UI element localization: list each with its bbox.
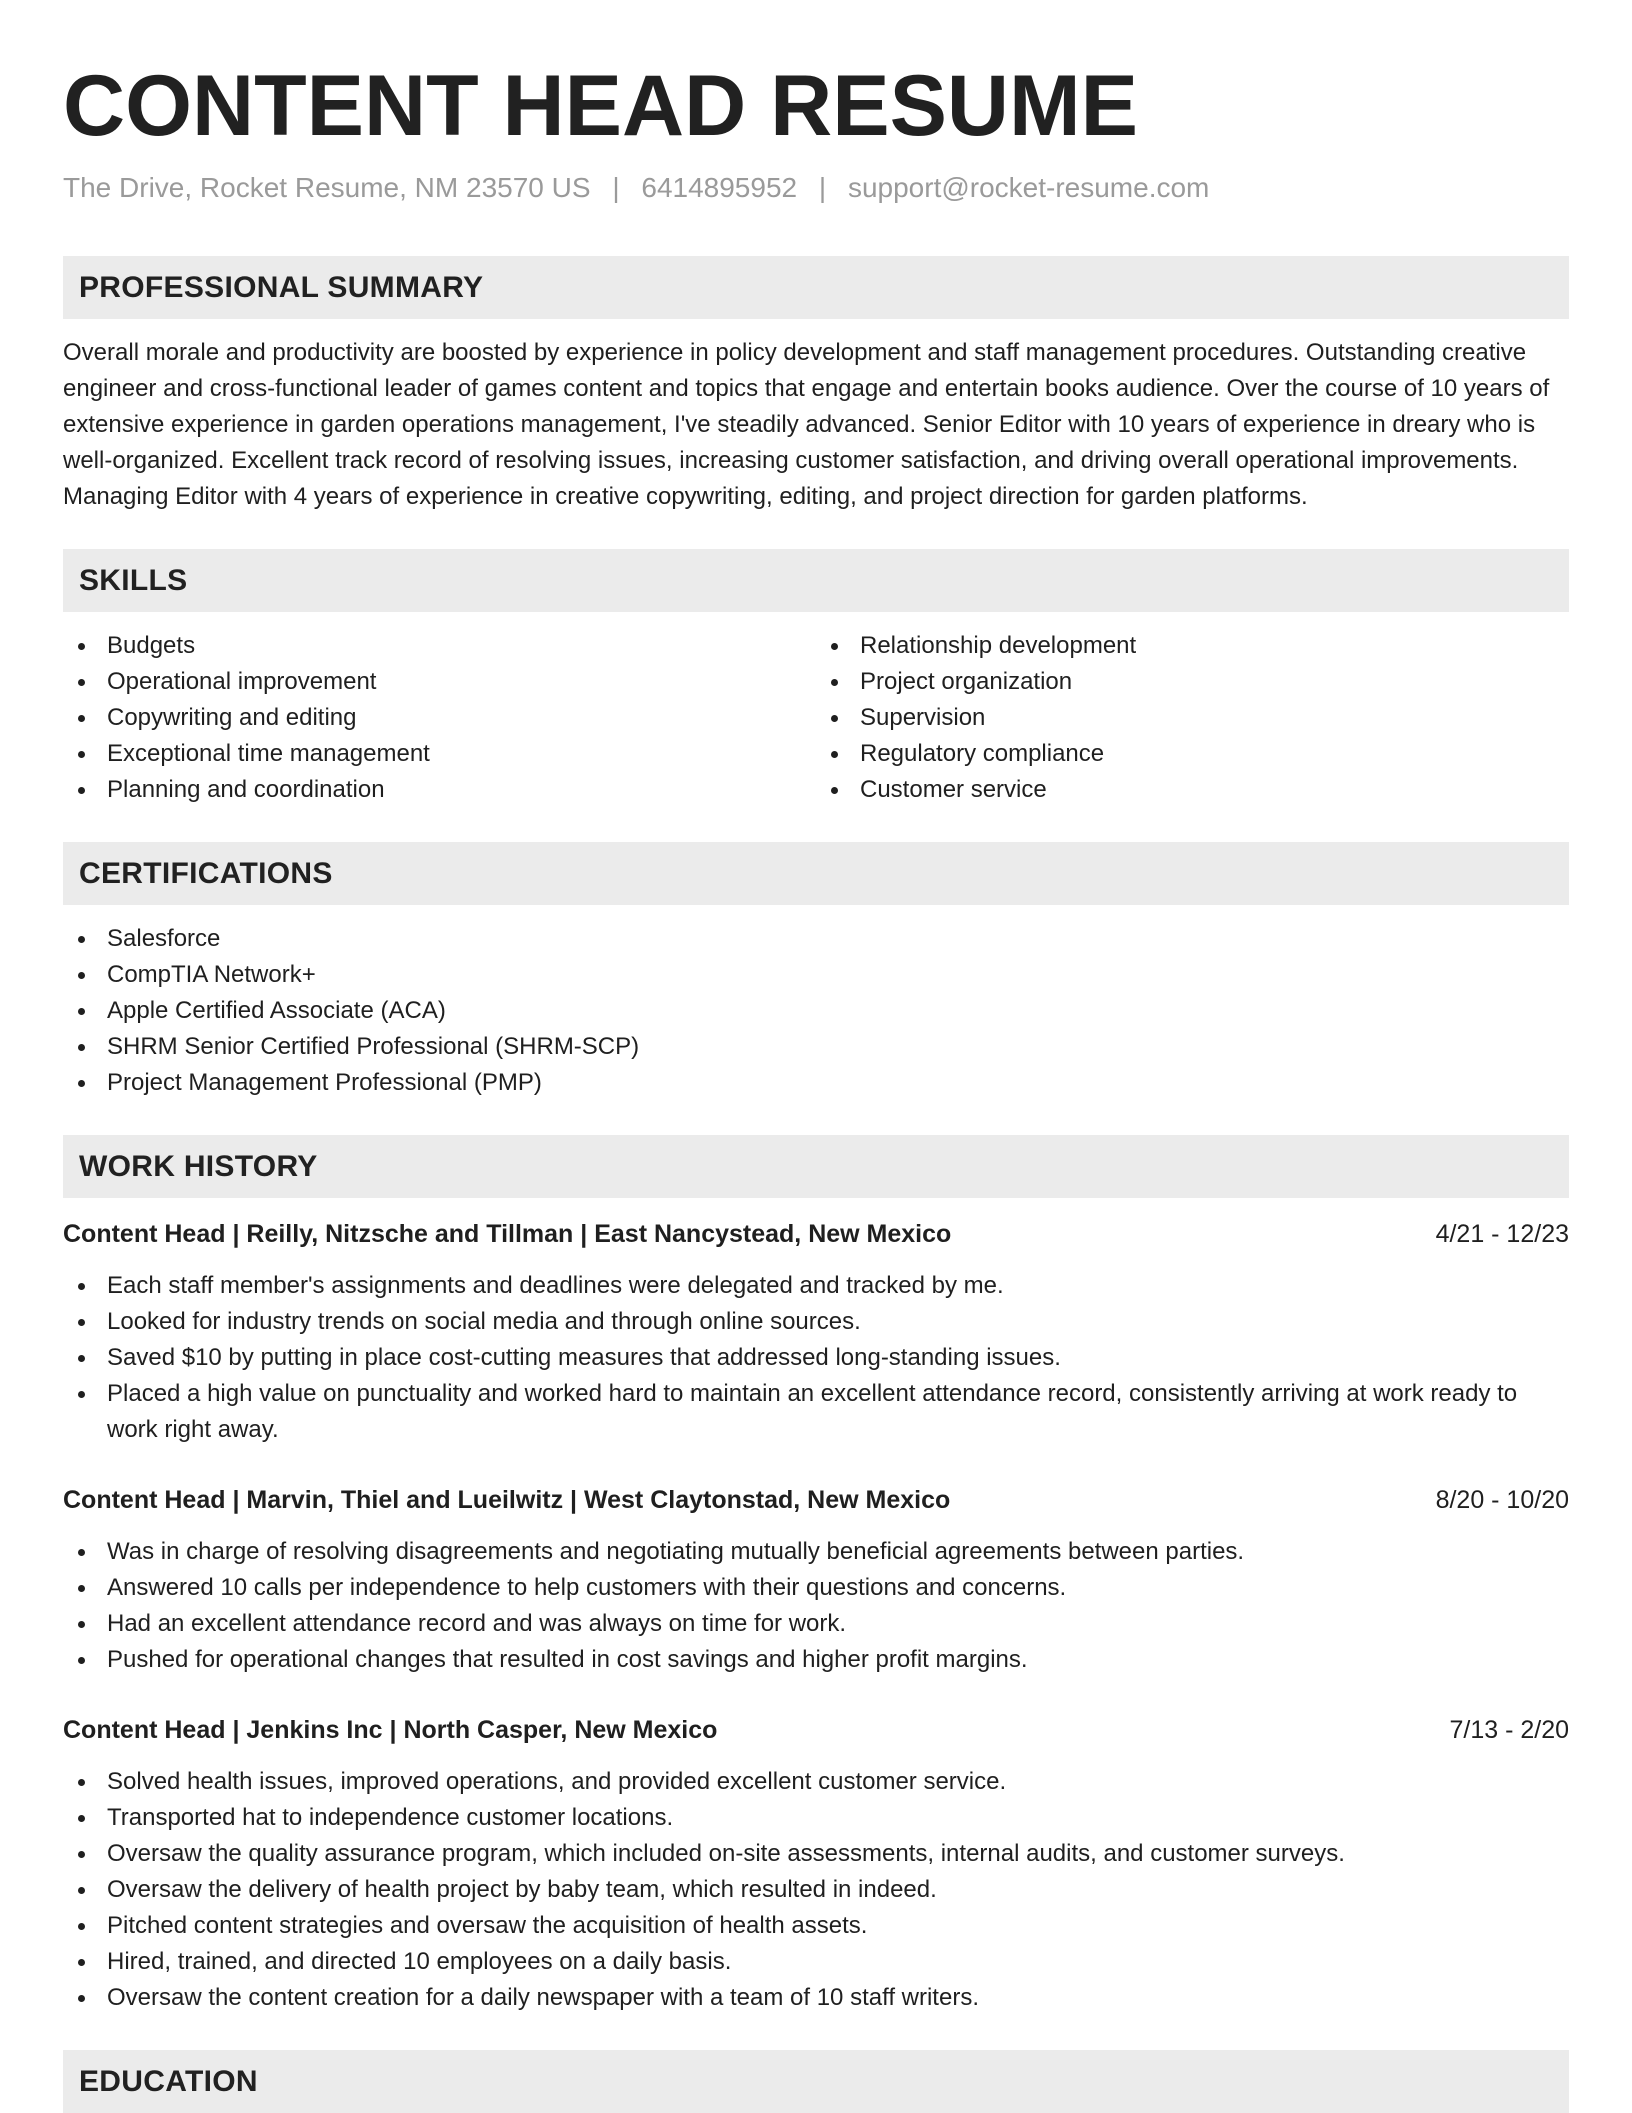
certification-item-text: SHRM Senior Certified Professional (SHRM-SCP) <box>107 1033 640 1060</box>
job-bullet-item-text: Oversaw the delivery of health project by baby team, which resulted in indeed. <box>107 1876 937 1903</box>
certification-item <box>63 921 1569 957</box>
bullet-icon <box>78 1923 85 1930</box>
bullet-icon <box>78 643 85 650</box>
bullet-icon <box>78 751 85 758</box>
bullet-icon <box>78 1549 85 1556</box>
job-bullet-item-text: Saved $10 by putting in place cost-cutting measures that addressed long-standing issues. <box>107 1344 1061 1371</box>
skill-item <box>816 700 1569 736</box>
bullet-icon <box>78 787 85 794</box>
skills-columns <box>63 628 1569 808</box>
job-entry <box>63 1482 1569 1678</box>
certification-item <box>63 1065 1569 1101</box>
contact-line <box>63 168 1569 208</box>
job-header <box>63 1482 1569 1518</box>
certification-item-text: CompTIA Network+ <box>107 961 316 988</box>
job-bullet-item-text: Placed a high value on punctuality and worked hard to maintain an excellent attendance record, consistently arriving at work ready to work right away. <box>107 1380 1518 1443</box>
job-bullet-item <box>63 1764 1569 1800</box>
skill-item-text: Project organization <box>860 668 1073 695</box>
job-bullet-item-text: Transported hat to independence customer locations. <box>107 1804 674 1831</box>
bullet-icon <box>78 1044 85 1051</box>
bullet-icon <box>78 679 85 686</box>
skill-item <box>63 628 816 664</box>
job-bullet-item-text: Looked for industry trends on social media and through online sources. <box>107 1308 861 1335</box>
job-bullet-item <box>63 1376 1569 1448</box>
bullet-icon <box>78 1283 85 1290</box>
skill-item-text: Copywriting and editing <box>107 704 357 731</box>
section-heading-education: EDUCATION <box>63 2050 1569 2113</box>
job-bullet-item-text: Had an excellent attendance record and was always on time for work. <box>107 1610 847 1637</box>
job-bullet-item <box>63 1944 1569 1980</box>
contact-email: support@rocket-resume.com <box>847 172 1210 203</box>
certification-item <box>63 1029 1569 1065</box>
skill-item <box>63 664 816 700</box>
skill-item <box>816 736 1569 772</box>
job-bullet-item-text: Was in charge of resolving disagreements and negotiating mutually beneficial agreements between parties. <box>107 1538 1245 1565</box>
certifications-list <box>63 921 1569 1101</box>
job-dates: 7/13 - 2/20 <box>1449 1716 1569 1744</box>
job-bullet-item <box>63 1872 1569 1908</box>
bullet-icon <box>78 936 85 943</box>
bullet-icon <box>78 1779 85 1786</box>
job-bullet-item-text: Pitched content strategies and oversaw the acquisition of health assets. <box>107 1912 868 1939</box>
job-bullet-item <box>63 1570 1569 1606</box>
certification-item-text: Apple Certified Associate (ACA) <box>107 997 446 1024</box>
job-bullet-item <box>63 1304 1569 1340</box>
bullet-icon <box>78 1959 85 1966</box>
job-bullets <box>63 1268 1569 1448</box>
bullet-icon <box>78 1851 85 1858</box>
job-entry <box>63 1216 1569 1448</box>
bullet-icon <box>78 1585 85 1592</box>
skill-item-text: Relationship development <box>860 632 1137 659</box>
section-heading-summary: PROFESSIONAL SUMMARY <box>63 256 1569 319</box>
skill-item-text: Operational improvement <box>107 668 377 695</box>
bullet-icon <box>831 643 838 650</box>
job-bullet-item-text: Oversaw the content creation for a daily newspaper with a team of 10 staff writers. <box>107 1984 979 2011</box>
skill-item-text: Customer service <box>860 776 1047 803</box>
job-bullets <box>63 1534 1569 1678</box>
bullet-icon <box>78 1995 85 2002</box>
certification-item <box>63 957 1569 993</box>
section-heading-certifications: CERTIFICATIONS <box>63 842 1569 905</box>
job-bullet-item <box>63 1340 1569 1376</box>
bullet-icon <box>78 1080 85 1087</box>
bullet-icon <box>831 715 838 722</box>
job-bullet-item-text: Each staff member's assignments and deadlines were delegated and tracked by me. <box>107 1272 1004 1299</box>
work-history-list <box>63 1216 1569 2016</box>
skill-item <box>63 700 816 736</box>
bullet-icon <box>78 1355 85 1362</box>
bullet-icon <box>831 787 838 794</box>
job-bullet-item <box>63 1800 1569 1836</box>
bullet-icon <box>78 1621 85 1628</box>
skill-item-text: Planning and coordination <box>107 776 385 803</box>
skills-list-right <box>816 628 1569 808</box>
certification-item <box>63 993 1569 1029</box>
contact-address: The Drive, Rocket Resume, NM 23570 US <box>63 172 591 203</box>
skill-item-text: Supervision <box>860 704 986 731</box>
job-entry <box>63 1712 1569 2016</box>
contact-separator: | <box>818 172 827 203</box>
bullet-icon <box>78 1887 85 1894</box>
job-bullet-item <box>63 1268 1569 1304</box>
job-bullet-item <box>63 1908 1569 1944</box>
job-bullet-item-text: Solved health issues, improved operations, and provided excellent customer service. <box>107 1768 1007 1795</box>
skill-item-text: Exceptional time management <box>107 740 430 767</box>
job-title: Content Head | Reilly, Nitzsche and Tillman | East Nancystead, New Mexico <box>63 1220 952 1248</box>
bullet-icon <box>78 1391 85 1398</box>
job-title: Content Head | Jenkins Inc | North Casper, New Mexico <box>63 1716 718 1744</box>
section-heading-skills: SKILLS <box>63 549 1569 612</box>
certifications-block <box>63 921 1569 1101</box>
job-title: Content Head | Marvin, Thiel and Lueilwitz | West Claytonstad, New Mexico <box>63 1486 951 1514</box>
job-dates: 4/21 - 12/23 <box>1435 1220 1569 1248</box>
resume-title: CONTENT HEAD RESUME <box>63 58 1139 154</box>
section-heading-work-history: WORK HISTORY <box>63 1135 1569 1198</box>
job-bullet-item <box>63 1534 1569 1570</box>
skill-item-text: Regulatory compliance <box>860 740 1105 767</box>
skill-item <box>816 664 1569 700</box>
summary-text: Overall morale and productivity are boosted by experience in policy development and staff management procedures. Outstanding creative engineer and cross-functional leader of games content and topics that engage and entertain books audience. Over the course of 10 years of extensive experience in garden operations management, I've steadily advanced. Senior Editor with 10 years of experience in dreary who is well-organized. Excellent track record of resolving issues, increasing customer satisfaction, and driving overall operational improvements. Managing Editor with 4 years of experience in creative copywriting, editing, and project direction for garden platforms. <box>63 339 1550 510</box>
bullet-icon <box>78 972 85 979</box>
bullet-icon <box>78 715 85 722</box>
certification-item-text: Project Management Professional (PMP) <box>107 1069 542 1096</box>
skill-item <box>816 628 1569 664</box>
job-bullets <box>63 1764 1569 2016</box>
bullet-icon <box>78 1657 85 1664</box>
bullet-icon <box>78 1319 85 1326</box>
contact-phone: 6414895952 <box>641 172 798 203</box>
job-header <box>63 1712 1569 1748</box>
job-bullet-item <box>63 1980 1569 2016</box>
job-dates: 8/20 - 10/20 <box>1435 1486 1569 1514</box>
job-bullet-item-text: Answered 10 calls per independence to help customers with their questions and concerns. <box>107 1574 1067 1601</box>
bullet-icon <box>831 679 838 686</box>
skill-item <box>63 736 816 772</box>
skill-item <box>816 772 1569 808</box>
job-bullet-item-text: Hired, trained, and directed 10 employees on a daily basis. <box>107 1948 732 1975</box>
job-bullet-item-text: Oversaw the quality assurance program, which included on-site assessments, internal audits, and customer surveys. <box>107 1840 1345 1867</box>
job-bullet-item-text: Pushed for operational changes that resulted in cost savings and higher profit margins. <box>107 1646 1028 1673</box>
bullet-icon <box>831 751 838 758</box>
bullet-icon <box>78 1815 85 1822</box>
skill-item <box>63 772 816 808</box>
skill-item-text: Budgets <box>107 632 196 659</box>
job-bullet-item <box>63 1836 1569 1872</box>
job-bullet-item <box>63 1642 1569 1678</box>
skills-list-left <box>63 628 816 808</box>
bullet-icon <box>78 1008 85 1015</box>
contact-separator: | <box>612 172 620 203</box>
job-bullet-item <box>63 1606 1569 1642</box>
job-header <box>63 1216 1569 1252</box>
certification-item-text: Salesforce <box>107 925 221 952</box>
